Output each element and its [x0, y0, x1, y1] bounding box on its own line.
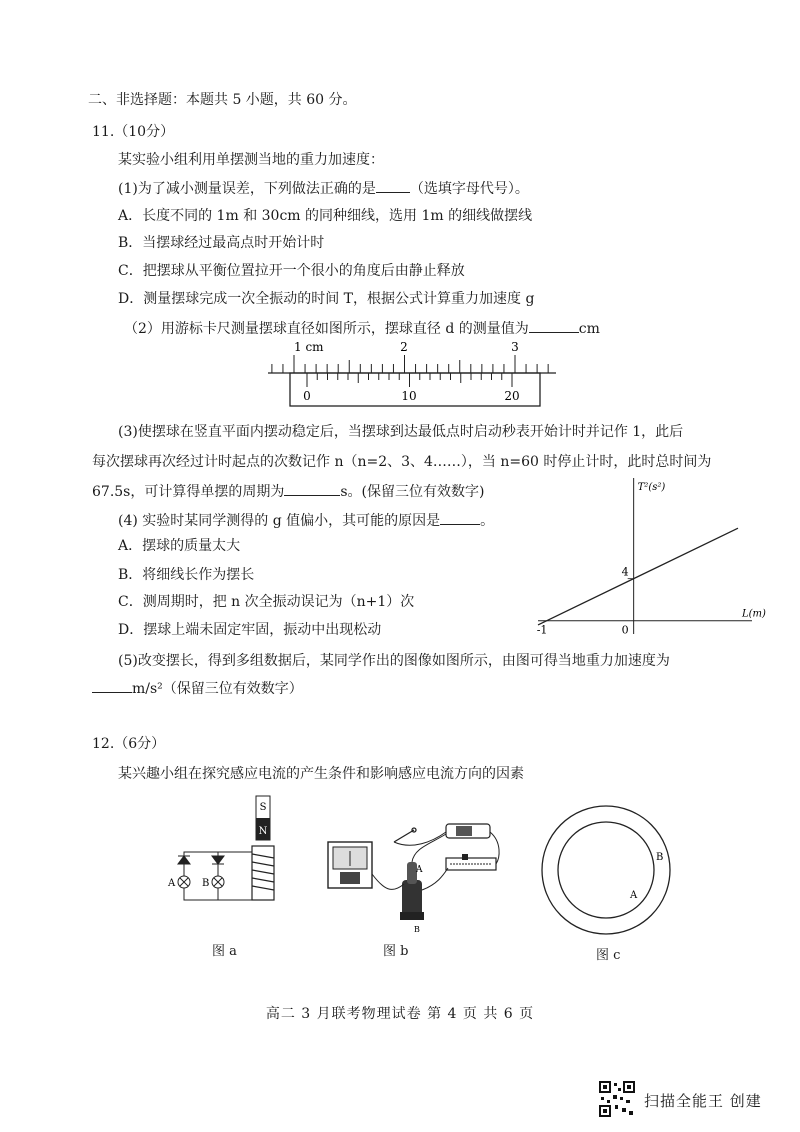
page-footer: 高二 3 月联考物理试卷 第 4 页 共 6 页: [265, 1006, 535, 1022]
answer-blank[interactable]: [529, 318, 579, 333]
q11-part5-line2: [92, 678, 303, 699]
switch-icon: [394, 828, 416, 842]
qr-code-icon: [598, 1080, 636, 1118]
q11-part3-text: 67.5s，可计算得单摆的周期为: [92, 484, 285, 500]
q11-part2-text: （2）用游标卡尺测量摆球直径如图所示，摆球直径 d 的测量值为: [124, 321, 529, 337]
q11-part5-line1: (5)改变摆长，得到多组数据后，某同学作出的图像如图所示，由图可得当地重力加速度为: [118, 653, 670, 669]
galvanometer-icon: [328, 842, 372, 888]
bulb-a-label: A: [168, 878, 176, 889]
q11-part3-line1: (3)使摆球在竖直平面内摆动稳定后，当摆球到达最低点时启动秒表开始计时并记作 1，此后: [118, 424, 684, 440]
q11-number: 11.（10分）: [92, 124, 175, 140]
q11-part4-option-b: B．将细线长作为摆长: [118, 567, 255, 583]
figure-a-caption: 图 a: [212, 944, 237, 959]
outer-ring: [542, 806, 670, 934]
q11-part4-suffix: 。: [480, 513, 495, 529]
figure-c-label-b: B: [656, 852, 664, 863]
battery-icon: [446, 824, 490, 838]
section-title: 二、非选择题：本题共 5 小题，共 60 分。: [88, 92, 357, 108]
graph-y-label: T²(s²): [637, 482, 666, 493]
solenoid-coil: [252, 846, 274, 900]
q11-part3-line3: [92, 481, 484, 502]
q11-part1: [118, 178, 529, 199]
figure-b: [322, 820, 512, 932]
rheostat-icon: [446, 854, 496, 870]
caliper-main-label-3: 3: [511, 340, 519, 354]
caliper-vernier-label-0: 0: [303, 389, 311, 403]
q11-part1-suffix: （选填字母代号）。: [409, 181, 529, 197]
q11-part4-text: (4) 实验时某同学测得的 g 值偏小，其可能的原因是: [118, 513, 441, 529]
answer-blank[interactable]: [440, 510, 480, 525]
caliper-vernier-label-10: 10: [401, 389, 417, 403]
magnet-n-label: N: [258, 826, 268, 837]
caliper-main-label-2: 2: [400, 340, 408, 354]
graph-x-label: L(m): [742, 608, 766, 620]
figure-b-label-a: A: [416, 865, 423, 875]
q11-intro: 某实验小组利用单摆测当地的重力加速度：: [118, 152, 384, 168]
caliper-main-label-1: 1 cm: [294, 340, 324, 354]
q11-part2-unit: cm: [578, 321, 600, 337]
graph-x-tick-0: 0: [621, 623, 629, 637]
t2-l-graph: [530, 476, 770, 642]
figure-b-caption: 图 b: [383, 944, 409, 959]
q11-part4-option-c: C．测周期时，把 n 次全振动误记为（n+1）次: [118, 594, 415, 610]
q11-part3-line2: 每次摆球再次经过计时起点的次数记作 n（n=2、3、4……），当 n=60 时停止计时，此时总时间为: [92, 454, 712, 470]
caliper-vernier-label-20: 20: [504, 389, 520, 403]
figure-c: [536, 800, 676, 940]
diode-icon: [178, 856, 224, 864]
vernier-caliper-figure: [262, 338, 562, 414]
caliper-main-scale: [272, 355, 548, 373]
magnet-s-label: S: [259, 802, 267, 813]
q11-part4-option-d: D．摆球上端未固定牢固，振动中出现松动: [118, 622, 382, 638]
bulb-b-label: B: [202, 878, 210, 889]
answer-blank[interactable]: [92, 678, 132, 693]
bulb-icon: [178, 876, 224, 888]
q11-option-a: A．长度不同的 1m 和 30cm 的同种细线，选用 1m 的细线做摆线: [118, 208, 533, 224]
answer-blank[interactable]: [284, 481, 340, 496]
q11-part3-suffix: s。(保留三位有效数字): [340, 484, 485, 500]
figure-a: [160, 794, 290, 912]
graph-x-tick-neg1: -1: [536, 623, 548, 637]
q11-part5-text: m/s²（保留三位有效数字）: [132, 681, 303, 697]
figure-c-label-a: A: [630, 890, 638, 901]
q11-part1-text: (1)为了减小测量误差，下列做法正确的是: [118, 181, 376, 197]
figure-c-caption: 图 c: [596, 948, 621, 963]
figure-b-label-b: B: [414, 925, 420, 932]
graph-data-line: [538, 528, 738, 625]
q11-part2: [124, 318, 600, 339]
inner-ring: [558, 822, 654, 918]
q12-intro: 某兴趣小组在探究感应电流的产生条件和影响感应电流方向的因素: [118, 766, 524, 782]
q11-option-b: B．当摆球经过最高点时开始计时: [118, 235, 325, 251]
graph-y-tick-4: 4: [621, 565, 629, 579]
q12-number: 12.（6分）: [92, 736, 166, 752]
scanner-watermark: [598, 1080, 788, 1120]
q11-option-c: C．把摆球从平衡位置拉开一个很小的角度后由静止释放: [118, 263, 465, 279]
watermark-label: 扫描全能王 创建: [644, 1092, 762, 1110]
answer-blank[interactable]: [376, 178, 410, 193]
q11-part4: [118, 510, 494, 531]
q11-option-d: D．测量摆球完成一次全振动的时间 T，根据公式计算重力加速度 g: [118, 291, 535, 307]
caliper-vernier-scale: [307, 373, 512, 387]
q11-part4-option-a: A．摆球的质量太大: [118, 538, 241, 554]
